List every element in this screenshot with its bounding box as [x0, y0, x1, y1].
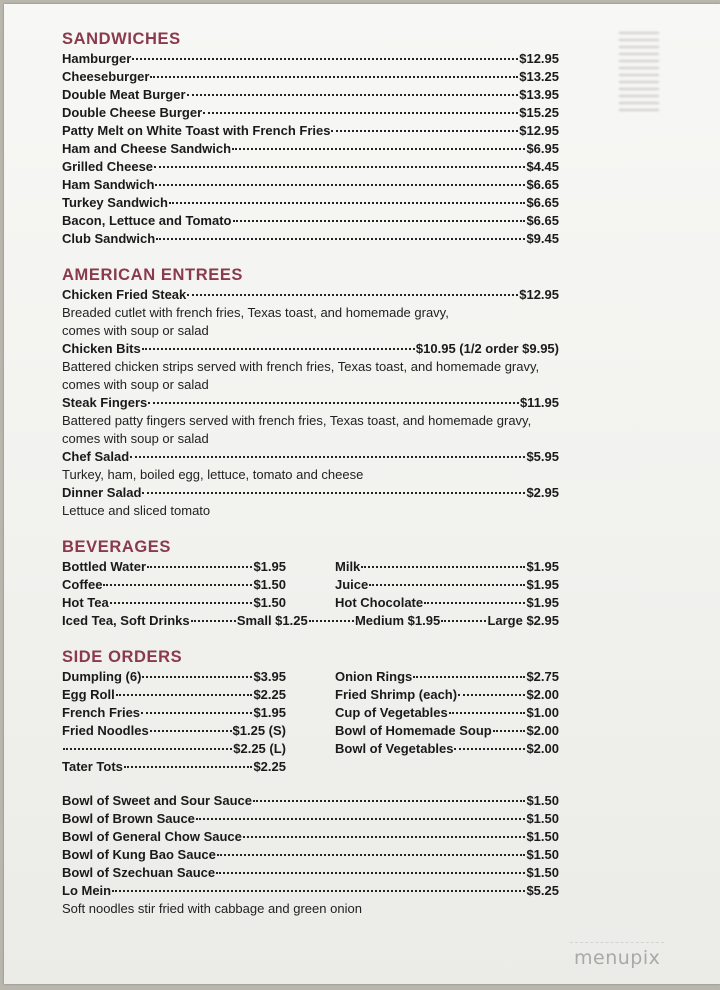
- item-description: Turkey, ham, boiled egg, lettuce, tomato and cheese: [62, 467, 364, 482]
- menu-item: [62, 792, 559, 810]
- item-name: Tater Tots: [62, 759, 123, 774]
- menu-item: [62, 176, 559, 194]
- item-name: Steak Fingers: [62, 395, 148, 410]
- leader-dots: [216, 872, 525, 874]
- item-name: Patty Melt on White Toast with French Fries: [62, 123, 331, 138]
- menu-page: [4, 4, 720, 984]
- menu-item: [62, 484, 559, 502]
- item-description: comes with soup or salad: [62, 377, 209, 392]
- item-price: $13.25: [519, 69, 559, 84]
- item-name: Ham Sandwich: [62, 177, 155, 192]
- menu-item: [62, 740, 286, 758]
- menu-item: [62, 194, 559, 212]
- item-price: $15.25: [519, 105, 559, 120]
- item-price: $1.95: [526, 559, 559, 574]
- menu-item: [62, 882, 559, 900]
- item-name: Cup of Vegetables: [335, 705, 448, 720]
- item-name: Egg Roll: [62, 687, 115, 702]
- menupix-watermark: menupix: [570, 942, 664, 969]
- item-price: $6.65: [526, 195, 559, 210]
- leader-dots: [103, 584, 252, 586]
- item-description: Battered chicken strips served with french fries, Texas toast, and homemade gravy,: [62, 359, 540, 374]
- item-name: Chef Salad: [62, 449, 130, 464]
- item-name: Club Sandwich: [62, 231, 156, 246]
- menu-item: [335, 594, 559, 612]
- menu-content: [62, 28, 559, 918]
- menu-item: [62, 576, 286, 594]
- item-description: comes with soup or salad: [62, 431, 209, 446]
- item-name: Grilled Cheese: [62, 159, 154, 174]
- item-price: $5.25: [526, 883, 559, 898]
- item-price: $1.95: [253, 705, 286, 720]
- menu-item: [62, 810, 559, 828]
- item-name: Hot Tea: [62, 595, 109, 610]
- item-price: $13.95: [519, 87, 559, 102]
- item-name: Iced Tea, Soft Drinks: [62, 613, 190, 628]
- item-name: Chicken Fried Steak: [62, 287, 187, 302]
- leader-dots: [309, 620, 354, 622]
- item-price: $1.50: [526, 847, 559, 862]
- menu-item: [62, 394, 559, 412]
- menu-item: [62, 594, 286, 612]
- leader-dots: [493, 730, 526, 732]
- leader-dots: [413, 676, 525, 678]
- section-heading-sandwiches: SANDWICHES: [62, 30, 181, 48]
- item-price: $2.75: [526, 669, 559, 684]
- item-name: Hot Chocolate: [335, 595, 424, 610]
- item-price: $3.95: [253, 669, 286, 684]
- leader-dots: [148, 402, 519, 404]
- item-name: Lo Mein: [62, 883, 112, 898]
- menu-item: [62, 758, 286, 776]
- beverages-left-column: [62, 558, 286, 612]
- side-orders-columns: [62, 668, 559, 776]
- leader-dots: [110, 602, 253, 604]
- menu-item: [62, 230, 559, 248]
- menu-item: [335, 686, 559, 704]
- leader-dots: [132, 58, 518, 60]
- leader-dots: [331, 130, 518, 132]
- item-name: Bacon, Lettuce and Tomato: [62, 213, 232, 228]
- item-price: $12.95: [519, 123, 559, 138]
- item-price: $1.95: [526, 595, 559, 610]
- item-price-small: Small $1.25: [236, 613, 308, 628]
- side-orders-extras-list: [62, 792, 559, 918]
- section-heading-beverages: BEVERAGES: [62, 538, 172, 556]
- leader-dots: [243, 836, 526, 838]
- item-price: $2.25 (L): [233, 741, 286, 756]
- leader-dots: [441, 620, 486, 622]
- menu-item: [335, 740, 559, 758]
- item-price: $6.65: [526, 177, 559, 192]
- leader-dots: [361, 566, 525, 568]
- menu-item: [335, 576, 559, 594]
- leader-dots: [155, 184, 525, 186]
- menu-item: [62, 704, 286, 722]
- menu-item: [62, 668, 286, 686]
- item-price: $2.25: [253, 759, 286, 774]
- item-name: Double Cheese Burger: [62, 105, 203, 120]
- section-heading-american-entrees: AMERICAN ENTREES: [62, 266, 244, 284]
- item-name: Double Meat Burger: [62, 87, 186, 102]
- menu-item: [335, 722, 559, 740]
- item-name: Turkey Sandwich: [62, 195, 168, 210]
- menu-item: [335, 668, 559, 686]
- item-name: French Fries: [62, 705, 141, 720]
- item-price: $2.00: [526, 741, 559, 756]
- item-name: Juice: [335, 577, 369, 592]
- leader-dots: [154, 166, 525, 168]
- item-price: $1.50: [526, 829, 559, 844]
- leader-dots: [142, 348, 415, 350]
- item-price: $1.50: [526, 811, 559, 826]
- item-price: $2.00: [526, 687, 559, 702]
- side-orders-left-column: [62, 668, 286, 776]
- ink-smudge: [619, 32, 659, 112]
- leader-dots: [147, 566, 252, 568]
- item-name: Fried Shrimp (each): [335, 687, 458, 702]
- item-price-large: Large $2.95: [487, 613, 559, 628]
- leader-dots: [187, 94, 519, 96]
- item-name: Bowl of Kung Bao Sauce: [62, 847, 216, 862]
- menu-item: [62, 340, 559, 358]
- item-price: $2.00: [526, 723, 559, 738]
- item-name: Bowl of Sweet and Sour Sauce: [62, 793, 252, 808]
- item-price: $6.95: [526, 141, 559, 156]
- leader-dots: [142, 492, 525, 494]
- menu-item: [62, 50, 559, 68]
- item-price: $1.95: [253, 559, 286, 574]
- leader-dots: [63, 748, 232, 750]
- leader-dots: [191, 620, 236, 622]
- leader-dots: [196, 818, 526, 820]
- menu-item: [62, 140, 559, 158]
- item-name: Milk: [335, 559, 361, 574]
- item-price: $1.95: [526, 577, 559, 592]
- leader-dots: [156, 238, 525, 240]
- side-orders-right-column: [335, 668, 559, 776]
- leader-dots: [150, 730, 232, 732]
- item-price-medium: Medium $1.95: [354, 613, 441, 628]
- american-entrees-list: [62, 286, 559, 520]
- leader-dots: [458, 694, 525, 696]
- item-price: $1.00: [526, 705, 559, 720]
- leader-dots: [217, 854, 526, 856]
- sandwiches-list: [62, 50, 559, 248]
- item-name: Bottled Water: [62, 559, 147, 574]
- item-price: $1.25 (S): [232, 723, 286, 738]
- item-name: Bowl of Brown Sauce: [62, 811, 195, 826]
- leader-dots: [142, 676, 252, 678]
- item-price: $2.95: [526, 485, 559, 500]
- item-name: Chicken Bits: [62, 341, 141, 356]
- menu-item: [62, 846, 559, 864]
- item-price: $12.95: [519, 287, 559, 302]
- leader-dots: [112, 890, 525, 892]
- item-price: $2.25: [253, 687, 286, 702]
- item-name: Fried Noodles: [62, 723, 149, 738]
- item-name: Dinner Salad: [62, 485, 142, 500]
- menu-item: [62, 122, 559, 140]
- item-price: $6.65: [526, 213, 559, 228]
- item-name: Bowl of Homemade Soup: [335, 723, 492, 738]
- item-name: Coffee: [62, 577, 103, 592]
- item-description: Lettuce and sliced tomato: [62, 503, 211, 518]
- leader-dots: [130, 456, 525, 458]
- leader-dots: [169, 202, 525, 204]
- leader-dots: [454, 748, 525, 750]
- menu-item: [62, 686, 286, 704]
- item-description: Battered patty fingers served with french fries, Texas toast, and homemade gravy,: [62, 413, 532, 428]
- item-description: comes with soup or salad: [62, 323, 209, 338]
- leader-dots: [369, 584, 525, 586]
- item-description: Soft noodles stir fried with cabbage and green onion: [62, 901, 362, 916]
- leader-dots: [253, 800, 525, 802]
- leader-dots: [141, 712, 252, 714]
- beverages-columns: [62, 558, 559, 612]
- menu-item: [335, 704, 559, 722]
- leader-dots: [116, 694, 253, 696]
- item-price: $1.50: [526, 865, 559, 880]
- menu-item: [62, 286, 559, 304]
- menu-item: [62, 68, 559, 86]
- menu-item: [62, 828, 559, 846]
- item-price: $10.95 (1/2 order $9.95): [415, 341, 559, 356]
- leader-dots: [150, 76, 518, 78]
- item-name: Hamburger: [62, 51, 132, 66]
- item-price: $12.95: [519, 51, 559, 66]
- menu-item: [62, 722, 286, 740]
- item-price: $5.95: [526, 449, 559, 464]
- item-name: Dumpling (6): [62, 669, 142, 684]
- menu-item: [335, 558, 559, 576]
- menu-item: [62, 86, 559, 104]
- item-name: Onion Rings: [335, 669, 413, 684]
- item-name: Ham and Cheese Sandwich: [62, 141, 232, 156]
- item-description: Breaded cutlet with french fries, Texas toast, and homemade gravy,: [62, 305, 449, 320]
- item-price: $11.95: [519, 395, 559, 410]
- item-price: $1.50: [253, 595, 286, 610]
- leader-dots: [233, 220, 526, 222]
- item-name: Bowl of General Chow Sauce: [62, 829, 242, 844]
- menu-item-iced-tea: [62, 612, 559, 630]
- menu-item: [62, 558, 286, 576]
- menu-item: [62, 864, 559, 882]
- item-price: $1.50: [253, 577, 286, 592]
- leader-dots: [124, 766, 253, 768]
- menu-item: [62, 158, 559, 176]
- item-price: $9.45: [526, 231, 559, 246]
- leader-dots: [449, 712, 526, 714]
- item-price: $1.50: [526, 793, 559, 808]
- leader-dots: [203, 112, 518, 114]
- leader-dots: [187, 294, 518, 296]
- item-name: Cheeseburger: [62, 69, 150, 84]
- menu-item: [62, 104, 559, 122]
- item-name: Bowl of Szechuan Sauce: [62, 865, 216, 880]
- beverages-right-column: [335, 558, 559, 612]
- leader-dots: [424, 602, 525, 604]
- menu-item: [62, 448, 559, 466]
- leader-dots: [232, 148, 525, 150]
- item-name: Bowl of Vegetables: [335, 741, 454, 756]
- item-price: $4.45: [526, 159, 559, 174]
- section-heading-side-orders: SIDE ORDERS: [62, 648, 183, 666]
- menu-item: [62, 212, 559, 230]
